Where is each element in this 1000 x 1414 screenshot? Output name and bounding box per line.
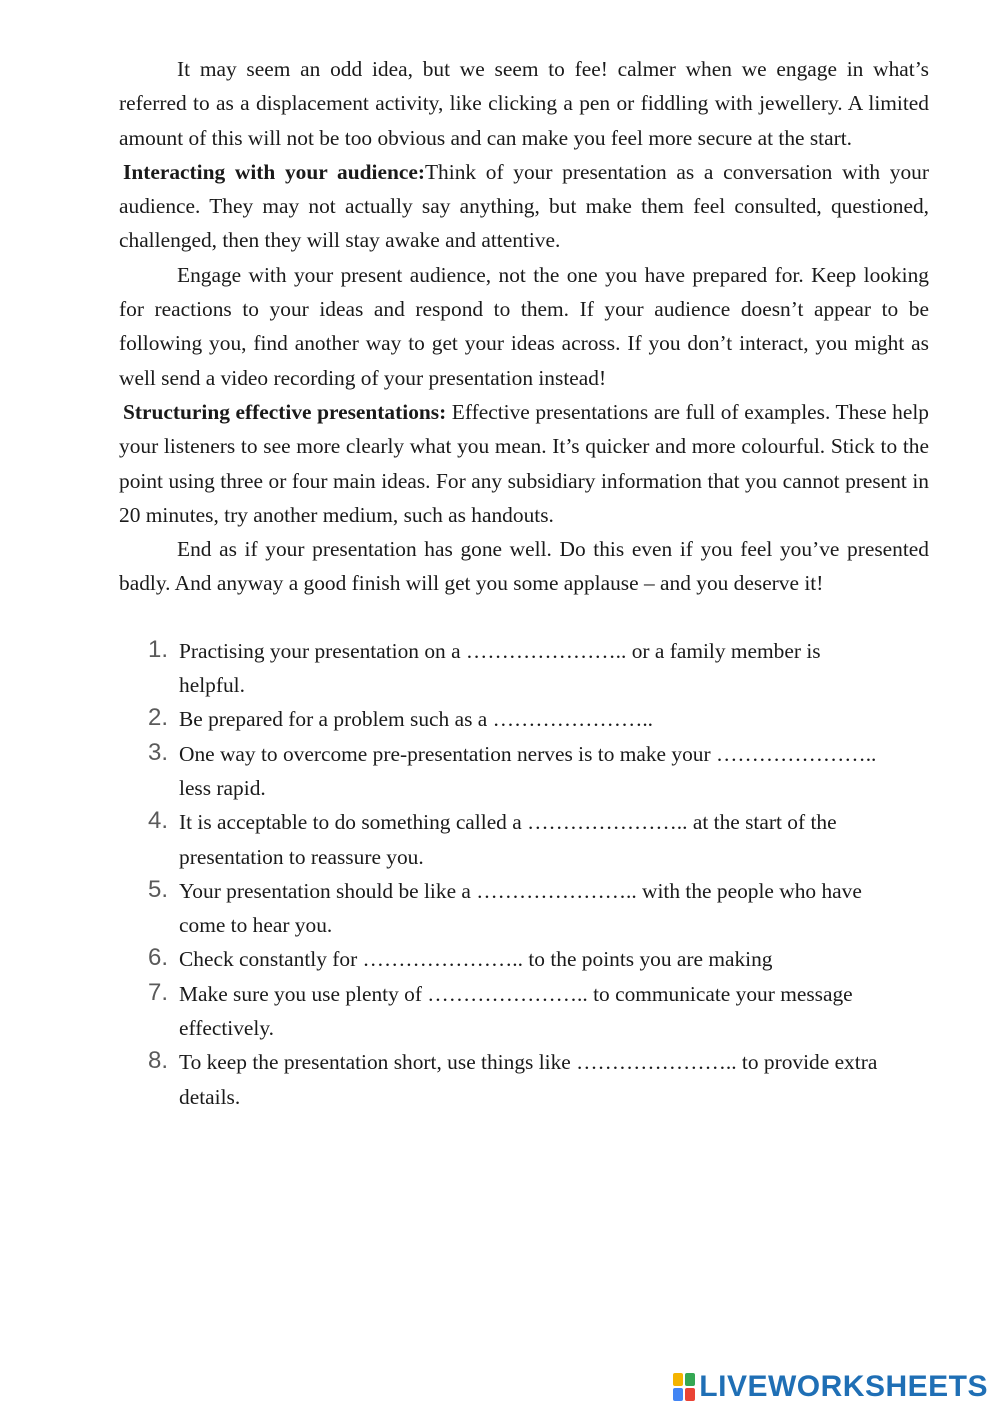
question-text[interactable]: Be prepared for a problem such as a …………………..: [179, 707, 654, 732]
worksheet-page: [119, 52, 929, 1114]
paragraph-text: End as if your presentation has gone well. Do this even if you feel you’ve presented badly. And anyway a good finish will get you some applause – and you deserve it!: [119, 537, 929, 596]
section-heading-structuring: Structuring effective presentations:: [123, 399, 447, 424]
logo-grid-icon: [673, 1373, 695, 1401]
logo-square-icon: [673, 1388, 683, 1401]
paragraph-text: Effective presentations are full of examples. These help your listeners to see more clearly what you mean. It’s quicker and more colourful. Stick to the point using three or four main ideas. For any subsidiary information that you cannot present in 20 minutes, try another medium, such as handouts.: [119, 399, 929, 527]
question-text[interactable]: Practising your presentation on a ………………….. or a family member is helpful.: [179, 638, 821, 698]
paragraph-structuring: [119, 395, 929, 532]
question-item: [119, 1045, 879, 1114]
question-text[interactable]: One way to overcome pre-presentation nerves is to make your ………………….. less rapid.: [179, 741, 877, 800]
question-item: [119, 702, 879, 736]
question-item: [119, 737, 879, 806]
question-text[interactable]: To keep the presentation short, use things like ………………….. to provide extra details.: [179, 1050, 878, 1109]
logo-square-icon: [685, 1373, 695, 1386]
question-number: 8 .: [148, 1044, 168, 1078]
question-number: 5 .: [148, 873, 168, 907]
question-text[interactable]: Your presentation should be like a ………………….. with the people who have come to hear you.: [179, 878, 862, 938]
paragraph-displacement: [119, 52, 929, 155]
question-item: [119, 874, 879, 943]
paragraph-end: [119, 532, 929, 601]
paragraph-text: It may seem an odd idea, but we seem to fee! calmer when we engage in what’s referred to as a displacement activity, like clicking a pen or fiddling with jewellery. A limited amount of this will not be too obvious and can make you feel more secure at the start.: [119, 57, 929, 150]
question-number: 3 .: [148, 736, 168, 770]
question-text[interactable]: It is acceptable to do something called a ………………….. at the start of the presentation to reassure you.: [179, 810, 837, 869]
question-list: [119, 634, 879, 1114]
question-item: [119, 977, 879, 1046]
logo-square-icon: [685, 1388, 695, 1401]
paragraph-engage: [119, 258, 929, 395]
question-text[interactable]: Check constantly for ………………….. to the points you are making: [179, 947, 773, 972]
question-item: [119, 634, 879, 703]
paragraph-text: Think of your presentation as a conversation with your audience. They may not actually say anything, but make them feel consulted, questioned, challenged, then they will stay awake and attentive.: [119, 159, 929, 253]
reading-passage: [119, 52, 929, 601]
paragraph-text: Engage with your present audience, not the one you have prepared for. Keep looking for reactions to your ideas and respond to them. If your audience doesn’t appear to be following you, find another way to get your ideas across. If you don’t interact, you might as well send a video recording of your presentation instead!: [119, 262, 929, 390]
brand-name: LIVEWORKSHEETS: [699, 1370, 988, 1403]
question-text[interactable]: Make sure you use plenty of ………………….. to communicate your message effectively.: [179, 981, 853, 1041]
paragraph-interacting: [119, 155, 929, 258]
question-number: 1 .: [148, 633, 168, 667]
question-number: 4 .: [148, 804, 168, 838]
question-number: 2 .: [148, 701, 168, 735]
section-heading-interacting: Interacting with your audience:: [123, 159, 425, 184]
question-number: 6 .: [148, 941, 168, 975]
question-item: [119, 805, 879, 874]
question-number: 7 .: [148, 976, 168, 1010]
question-item: [119, 942, 879, 976]
logo-square-icon: [673, 1373, 683, 1386]
liveworksheets-logo[interactable]: [673, 1372, 988, 1402]
